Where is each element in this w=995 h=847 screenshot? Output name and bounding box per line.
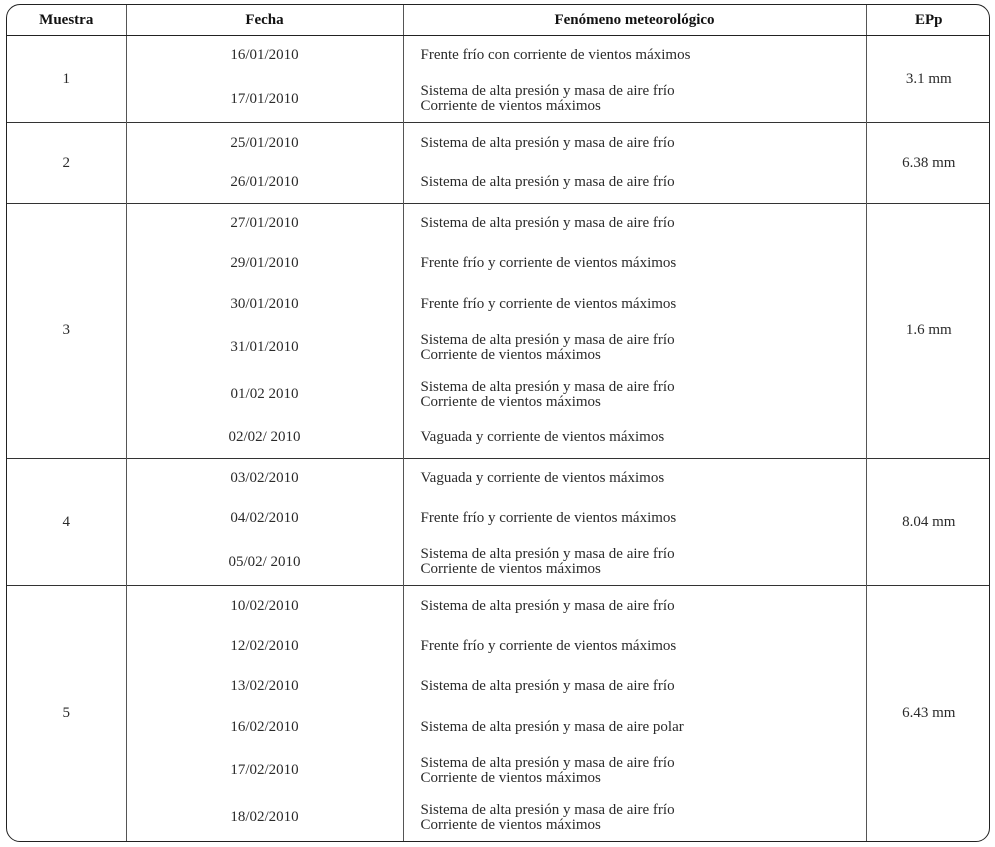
fecha-cell: 03/02/2010 (126, 458, 403, 498)
table-row (7, 418, 990, 458)
fecha-cell: 18/02/2010 (126, 794, 403, 841)
fenomeno-cell (403, 499, 866, 539)
fecha-cell: 13/02/2010 (126, 667, 403, 707)
muestra-cell: 3 (7, 203, 126, 458)
fenomeno-cell (403, 203, 866, 243)
fenomeno-line: Sistema de alta presión y masa de aire frío (420, 83, 675, 99)
epp-cell: 3.1 mm (866, 36, 990, 123)
fecha-cell: 25/01/2010 (126, 123, 403, 163)
fenomeno-cell (403, 539, 866, 586)
fenomeno-cell (403, 794, 866, 841)
fenomeno-line: Sistema de alta presión y masa de aire frío (420, 801, 675, 818)
data-table (7, 5, 990, 841)
fecha-cell: 30/01/2010 (126, 284, 403, 324)
fenomeno-line: Corriente de vientos máximos (420, 98, 601, 114)
table-row (7, 707, 990, 747)
fenomeno-line: Sistema de alta presión y masa de aire frío (420, 678, 675, 695)
fenomeno-cell (403, 325, 866, 372)
table-row (7, 325, 990, 372)
fecha-cell: 16/02/2010 (126, 707, 403, 747)
fecha-cell: 26/01/2010 (126, 163, 403, 203)
fecha-cell: 05/02/ 2010 (126, 539, 403, 586)
muestra-cell: 4 (7, 458, 126, 586)
muestra-cell: 2 (7, 123, 126, 204)
header-row (7, 5, 990, 36)
header-fecha: Fecha (126, 5, 403, 36)
fenomeno-line: Vaguada y corriente de vientos máximos (420, 470, 665, 487)
fenomeno-line: Vaguada y corriente de vientos máximos (420, 429, 665, 446)
muestra-cell: 1 (62, 70, 70, 87)
fenomeno-line: Frente frío y corriente de vientos máximos (420, 637, 677, 654)
fenomeno-line: Corriente de vientos máximos (420, 393, 601, 410)
table-container (6, 4, 990, 842)
fenomeno-line: Frente frío con corriente de vientos máximos (420, 47, 691, 64)
fenomeno-cell (403, 163, 866, 203)
fenomeno-cell (403, 36, 866, 76)
header-muestra: Muestra (7, 5, 126, 36)
fenomeno-cell (403, 586, 866, 626)
table-row (7, 539, 990, 586)
fenomeno-line: Sistema de alta presión y masa de aire frío (420, 331, 675, 348)
fecha-cell: 04/02/2010 (126, 499, 403, 539)
muestra-cell: 5 (7, 586, 126, 841)
fenomeno-line: Frente frío y corriente de vientos máximos (420, 255, 677, 272)
fenomeno-cell (403, 244, 866, 284)
fenomeno-line: Corriente de vientos máximos (420, 816, 601, 833)
fenomeno-line: Sistema de alta presión y masa de aire frío (420, 134, 675, 151)
fenomeno-line: Sistema de alta presión y masa de aire frío (420, 174, 675, 191)
fenomeno-line: Frente frío y corriente de vientos máximos (420, 510, 677, 527)
fecha-cell: 02/02/ 2010 (126, 418, 403, 458)
fenomeno-cell (403, 707, 866, 747)
fecha-cell: 01/02 2010 (126, 371, 403, 418)
table-row (7, 667, 990, 707)
fenomeno-cell (403, 76, 866, 123)
fenomeno-line: Sistema de alta presión y masa de aire frío (420, 215, 675, 232)
fenomeno-cell (403, 747, 866, 794)
fenomeno-line: Sistema de alta presión y masa de aire frío (420, 597, 675, 614)
fecha-cell: 16/01/2010 (126, 36, 403, 76)
fenomeno-line: Corriente de vientos máximos (420, 561, 601, 578)
table-row (7, 76, 990, 123)
fecha-cell: 12/02/2010 (126, 626, 403, 666)
table-row (7, 794, 990, 841)
fenomeno-cell (403, 123, 866, 163)
table-row (7, 626, 990, 666)
fenomeno-line: Sistema de alta presión y masa de aire polar (420, 718, 684, 735)
header-epp: EPp (866, 5, 990, 36)
table-row (7, 284, 990, 324)
fenomeno-line: Corriente de vientos máximos (420, 346, 601, 363)
table-row (7, 36, 990, 76)
table-row (7, 458, 990, 498)
fenomeno-cell (403, 458, 866, 498)
epp-cell: 1.6 mm (866, 203, 990, 458)
table-row (7, 203, 990, 243)
fecha-cell: 29/01/2010 (126, 244, 403, 284)
fecha-cell: 27/01/2010 (126, 203, 403, 243)
table-row (7, 371, 990, 418)
epp-cell: 6.43 mm (866, 586, 990, 841)
table-row (7, 586, 990, 626)
fenomeno-cell (403, 626, 866, 666)
fecha-cell: 10/02/2010 (126, 586, 403, 626)
fenomeno-line: Frente frío y corriente de vientos máximos (420, 295, 677, 312)
epp-cell: 6.38 mm (866, 123, 990, 204)
fenomeno-cell (403, 371, 866, 418)
table-row (7, 163, 990, 203)
table-row (7, 499, 990, 539)
header-fenomeno: Fenómeno meteorológico (403, 5, 866, 36)
table-body (7, 36, 990, 842)
fenomeno-line: Sistema de alta presión y masa de aire frío (420, 378, 675, 395)
table-row (7, 747, 990, 794)
fenomeno-cell (403, 667, 866, 707)
fenomeno-line: Sistema de alta presión y masa de aire frío (420, 754, 675, 771)
fenomeno-line: Sistema de alta presión y masa de aire frío (420, 546, 675, 563)
fecha-cell: 31/01/2010 (126, 325, 403, 372)
table-row (7, 244, 990, 284)
table-row (7, 123, 990, 163)
fecha-cell: 17/01/2010 (126, 76, 403, 123)
fenomeno-cell (403, 284, 866, 324)
fecha-cell: 17/02/2010 (126, 747, 403, 794)
fenomeno-cell (403, 418, 866, 458)
epp-cell: 8.04 mm (866, 458, 990, 586)
fenomeno-line: Corriente de vientos máximos (420, 769, 601, 786)
